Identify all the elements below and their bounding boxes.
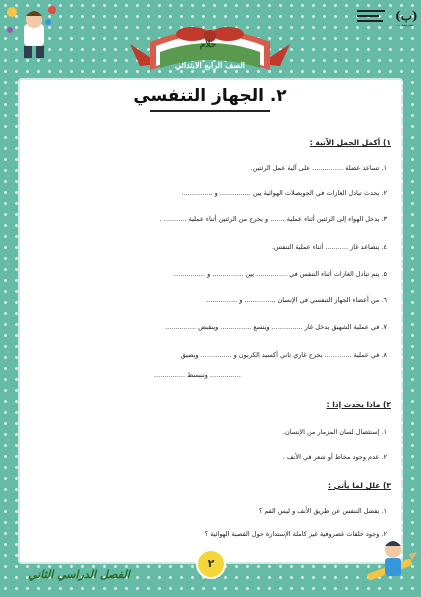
list-item: ٧. في عملية الشهيق يدخل غاز ............... ويتسع ............... وينقبض ............... xyxy=(165,323,387,331)
list-item: ١. إستئصال لسان المزمار من الإنسان. xyxy=(282,428,387,436)
title-underline xyxy=(150,110,270,112)
term-label: الفصل الدراسي الثاني xyxy=(28,568,130,581)
list-item: ٥. يتم تبادل الغازات أثناء التنفس في ............... بين ............... و ............... xyxy=(174,270,387,278)
section2-heading: ٢) ماذا يحدث إذا : xyxy=(326,400,391,409)
list-item: ٢. يحدث تبادل الغازات في الحويصلات الهوائية بين ............... و ............... xyxy=(181,189,387,197)
list-item: ٢. عدم وجود مخاط أو شعر في الأنف . xyxy=(282,453,387,461)
list-item: ٢. وجود حلقات غضروفية غير كاملة الإستدارة حول القصبة الهوائية ؟ xyxy=(204,530,387,538)
page-title: ٢. الجهاز التنفسي xyxy=(133,86,287,106)
ribbon-line1: حلام xyxy=(199,40,217,50)
page-number-badge: ٢ xyxy=(196,549,226,579)
list-item: ............... وتنبسط ............... xyxy=(154,371,241,379)
section1-heading: ١) أكمل الجمل الآتية : xyxy=(309,138,391,147)
pencil-kid-illustration-icon xyxy=(365,530,415,590)
list-item: ١. يفضل التنفس عن طريق الأنف و ليس الفم ؟ xyxy=(258,507,387,515)
section3-heading: ٣) علل لما يأتي : xyxy=(327,481,391,490)
ribbon-line2: الصف الرابع الابتدائي xyxy=(175,60,245,70)
list-item: ٣. يدخل الهواء إلى الرئتين أثناء عملية ....... و يخرج من الرئتين أثناء عملية ........... . xyxy=(159,215,387,223)
ribbon-banner-icon xyxy=(120,24,300,82)
logo-caption: مدرسة ... xyxy=(396,22,413,27)
list-item: ٦. من أعضاء الجهاز التنفسي في الإنسان ............... و ............... xyxy=(206,296,387,304)
list-item: ١. تساعد عضلة ............... على آلية عمل الرئتين. xyxy=(250,164,387,172)
list-item: ٨. في عملية ............. يخرج غازي ثاني أكسيد الكربون و ............... ويضيق xyxy=(180,351,387,359)
svg-text:(ب): (ب) xyxy=(395,9,418,23)
kid-illustration-icon xyxy=(2,2,64,62)
list-item: ٤. يتصاعد غاز ........... أثناء عملية التنفس. xyxy=(271,243,387,251)
